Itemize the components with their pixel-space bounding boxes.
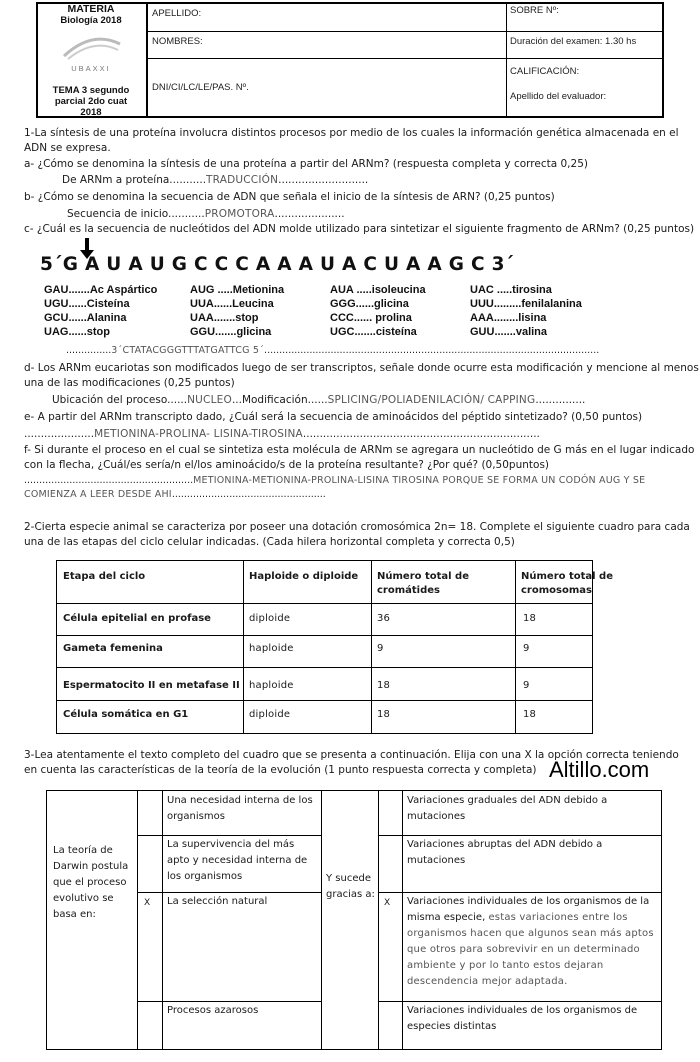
nombres-field[interactable]: NOMBRES: xyxy=(152,36,203,47)
right-option-main: Variaciones individuales de los organismos de la misma especie, xyxy=(407,896,650,923)
q1f-question: con la flecha, ¿Cuál/es sería/n el/los aminoácido/s de la proteína resultante? ¿Por qué? (0,50puntos) xyxy=(24,459,550,471)
table-cell-answer[interactable]: 18 xyxy=(377,680,391,691)
table-cell-answer[interactable]: 9 xyxy=(523,680,530,691)
table-gridline xyxy=(137,1001,322,1002)
codon-entry: GAU.......Ac Aspártico xyxy=(44,284,158,296)
right-option-explanation[interactable]: estas variaciones entre los organismos hacen que algunos sean más aptos que otros para sobrevivir en un determinado ambiente y por lo tanto estos dejaran descendencia mejor adaptada. xyxy=(407,912,654,987)
header-divider xyxy=(147,58,664,59)
q1d-answer-location[interactable]: NUCLEO xyxy=(187,394,232,406)
codon-entry: GGG......glicina xyxy=(330,298,409,310)
table-gridline xyxy=(378,791,379,1049)
codon-entry: UGC.......cisteína xyxy=(330,326,417,338)
materia-title: MATERIA xyxy=(67,3,115,15)
q1e-answer[interactable]: METIONINA-PROLINA- LISINA-TIROSINA xyxy=(94,428,303,440)
q1a-suffix: ........................... xyxy=(278,174,369,186)
dni-field[interactable]: DNI/CI/LC/LE/PAS. Nº. xyxy=(152,82,249,93)
table-gridline xyxy=(515,561,516,733)
header-divider xyxy=(146,4,148,116)
q1a-answer-line xyxy=(62,173,368,187)
codon-entry: GCU......Alanina xyxy=(44,312,127,324)
q1b-question: b- ¿Cómo se denomina la secuencia de ADN que señala el inicio de la síntesis de ARN? (0,25 puntos) xyxy=(24,191,555,203)
table-row-label: Célula epitelial en profase xyxy=(63,613,211,624)
table-gridline xyxy=(243,561,244,733)
table-gridline xyxy=(378,835,662,836)
sobre-field[interactable]: SOBRE Nº: xyxy=(510,5,559,16)
q1f-answer[interactable]: METIONINA-METIONINA-PROLINA-LISINA TIROSINA PORQUE SE FORMA UN CODÓN AUG Y SE xyxy=(193,475,646,486)
table-gridline xyxy=(371,561,372,733)
q1d-answer-modification[interactable]: SPLICING/POLIADENILACIÓN/ CAPPING xyxy=(327,394,536,406)
codon-entry: AUA .....isoleucina xyxy=(330,284,426,296)
q1c-prefix: ............... xyxy=(66,345,112,356)
q1c-suffix: ............................................................................................................... xyxy=(264,345,600,356)
table-gridline xyxy=(321,791,322,1049)
duracion-text: Duración del examen: 1.30 hs xyxy=(510,36,637,47)
q1a-prefix: De ARNm a proteína........... xyxy=(62,174,207,186)
left-option-text: La supervivencia del más apto y necesidad interna de los organismos xyxy=(167,839,308,882)
q2-intro: una de las etapas del ciclo celular indicadas. (Cada hilera horizontal completa y correcta 0,5) xyxy=(24,536,515,548)
darwin-label: La teoría de Darwin postula que el proceso evolutivo se basa en: xyxy=(53,845,129,920)
q1b-suffix: ..................... xyxy=(274,208,345,220)
codon-entry: UAG......stop xyxy=(44,326,110,338)
q1f-answer-line xyxy=(24,474,645,488)
q1f-question: f- Si durante el proceso en el cual se sintetiza esta molécula de ARNm se agregara un nucleótido de G más en el lugar indicado xyxy=(24,444,695,456)
q1f-prefix: ........................................................ xyxy=(24,475,194,486)
codon-entry: AUG .....Metionina xyxy=(190,284,285,296)
table-gridline xyxy=(57,667,592,668)
q1b-prefix: Secuencia de inicio........... xyxy=(67,208,205,220)
logo-text: UBAXXI xyxy=(71,64,111,73)
q1e-answer-line xyxy=(24,427,540,441)
table-cell-answer[interactable]: haploide xyxy=(249,680,294,691)
table-header: cromosomas xyxy=(521,585,592,596)
q1b-answer-line xyxy=(67,207,345,221)
calificacion-field[interactable]: CALIFICACIÓN: xyxy=(510,66,580,77)
table-cell-answer[interactable]: haploide xyxy=(249,643,294,654)
right-option-text: Variaciones abruptas del ADN debido a mutaciones xyxy=(407,839,603,866)
table-cell-answer[interactable]: 18 xyxy=(377,709,391,720)
table-gridline xyxy=(137,791,138,1049)
left-option-text: Procesos azarosos xyxy=(167,1005,259,1016)
evaluador-field[interactable]: Apellido del evaluador: xyxy=(510,91,607,102)
table-cell-answer[interactable]: 9 xyxy=(523,643,530,654)
table-header: Haploide o diploide xyxy=(249,571,359,582)
table-gridline xyxy=(57,603,592,604)
codon-entry: AAA........lisina xyxy=(470,312,547,324)
table-cell-answer[interactable]: 9 xyxy=(377,643,384,654)
q1d-question: d- Los ARNm eucariotas son modificados luego de ser transcriptos, señale donde ocurre esta modificación y mencione al menos xyxy=(24,362,699,374)
codon-entry: UAC .....tirosina xyxy=(470,284,552,296)
table-gridline xyxy=(137,892,322,893)
q1a-answer[interactable]: TRADUCCIÓN xyxy=(206,174,279,186)
table-gridline xyxy=(402,791,403,1049)
right-option-text: Variaciones individuales de los organismos de especies distintas xyxy=(407,1005,638,1032)
table-gridline xyxy=(378,892,662,893)
codon-entry: UUU.........fenilalanina xyxy=(470,298,582,310)
table-gridline xyxy=(162,791,163,1049)
q1d-suffix: ............... xyxy=(535,394,586,406)
table-header: cromátides xyxy=(377,585,440,596)
codon-entry: GGU.......glicina xyxy=(190,326,272,338)
left-option-text: Una necesidad interna de los organismos xyxy=(167,795,313,822)
table-row-label: Célula somática en G1 xyxy=(63,709,189,720)
darwin-table xyxy=(46,790,662,1050)
altillo-watermark: Altillo.com xyxy=(549,757,650,782)
table-cell-answer[interactable]: diploide xyxy=(249,709,291,720)
q3-intro: 3-Lea atentamente el texto completo del cuadro que se presenta a continuación. Elija con una X la opción correcta teniendo xyxy=(24,749,679,761)
ubaxxi-logo xyxy=(60,26,124,64)
codon-entry: UAA.......stop xyxy=(190,312,259,324)
tema-line: TEMA 3 segundo xyxy=(52,85,130,96)
q1d-answer-line xyxy=(52,393,585,407)
codon-entry: UUA......Leucina xyxy=(190,298,274,310)
materia-subject: Biología 2018 xyxy=(60,15,122,26)
left-option-checkbox[interactable]: X xyxy=(144,898,151,908)
q1b-answer[interactable]: PROMOTORA xyxy=(204,208,275,220)
cell-cycle-table xyxy=(56,560,614,734)
q1d-question: una de las modificaciones (0,25 puntos) xyxy=(24,377,235,389)
table-header: Número total de xyxy=(521,571,614,582)
q1c-answer-line xyxy=(66,344,599,358)
tema-line: 2018 xyxy=(80,107,102,118)
q1-intro: ADN se expresa. xyxy=(24,142,111,154)
table-cell-answer[interactable]: 18 xyxy=(523,709,537,720)
q1f-answer[interactable]: COMIENZA A LEER DESDE AHI xyxy=(24,489,172,500)
right-option-text: Variaciones graduales del ADN debido a mutaciones xyxy=(407,795,608,822)
table-gridline xyxy=(57,635,592,636)
table-gridline xyxy=(378,1001,662,1002)
codon-entry: CCC...... prolina xyxy=(330,312,412,324)
codon-entry: GUU.......valina xyxy=(470,326,548,338)
header-divider xyxy=(506,4,507,116)
table-cell-answer[interactable]: diploide xyxy=(249,613,291,624)
right-option-checkbox[interactable]: X xyxy=(384,898,391,908)
q1e-prefix: ..................... xyxy=(24,428,95,440)
apellido-field[interactable]: APELLIDO: xyxy=(152,8,202,19)
q1d-mid: ...Modificación...... xyxy=(231,394,328,406)
q1c-answer[interactable]: 3´CTATACGGGTTTATGATTCG 5´ xyxy=(111,345,265,356)
q3-intro: en cuenta las características de la teoría de la evolución (1 punto respuesta correcta y completa) xyxy=(24,764,537,776)
table-header: Etapa del ciclo xyxy=(63,571,146,582)
tema-line: parcial 2do cuat xyxy=(54,96,128,107)
q1f-suffix: ................................................... xyxy=(171,489,326,500)
table-gridline xyxy=(57,700,592,701)
q1e-question: e- A partir del ARNm transcripto dado, ¿Cuál será la secuencia de aminoácidos del péptido sintetizado? (0,50 puntos) xyxy=(24,411,643,423)
right-option-text xyxy=(407,894,659,990)
table-row-label: Gameta femenina xyxy=(63,643,163,654)
q1e-suffix: ....................................................................... xyxy=(302,428,540,440)
table-header: Número total de xyxy=(377,571,470,582)
q1a-question: a- ¿Cómo se denomina la síntesis de una proteína a partir del ARNm? (respuesta completa y correcta 0,25) xyxy=(24,158,588,170)
q1-intro: 1-La síntesis de una proteína involucra distintos procesos por medio de los cuales la información genética almacenada en el xyxy=(24,127,679,139)
q1d-prefix: Ubicación del proceso...... xyxy=(52,394,188,406)
table-cell-answer[interactable]: 18 xyxy=(523,613,537,624)
q1c-question: c- ¿Cuál es la secuencia de nucleótidos del ADN molde utilizado para sintetizar el siguiente fragmento de ARNm? (0,25 puntos) xyxy=(24,223,695,235)
header-divider xyxy=(147,31,664,32)
sucede-label: Y sucede gracias a: xyxy=(326,873,375,900)
table-gridline xyxy=(137,835,322,836)
table-row-label: Espermatocito II en metafase II xyxy=(63,680,240,691)
q2-intro: 2-Cierta especie animal se caracteriza por poseer una dotación cromosómica 2n= 18. Complete el siguiente cuadro para cada xyxy=(24,521,690,533)
codon-entry: UGU......Cisteína xyxy=(44,298,130,310)
left-option-text: La selección natural xyxy=(167,896,268,907)
mrna-sequence: 5´G A U A U G C C C A A A U A C U A A G C 3´ xyxy=(40,254,515,275)
table-cell-answer[interactable]: 36 xyxy=(377,613,391,624)
q1f-answer-line xyxy=(24,488,326,502)
